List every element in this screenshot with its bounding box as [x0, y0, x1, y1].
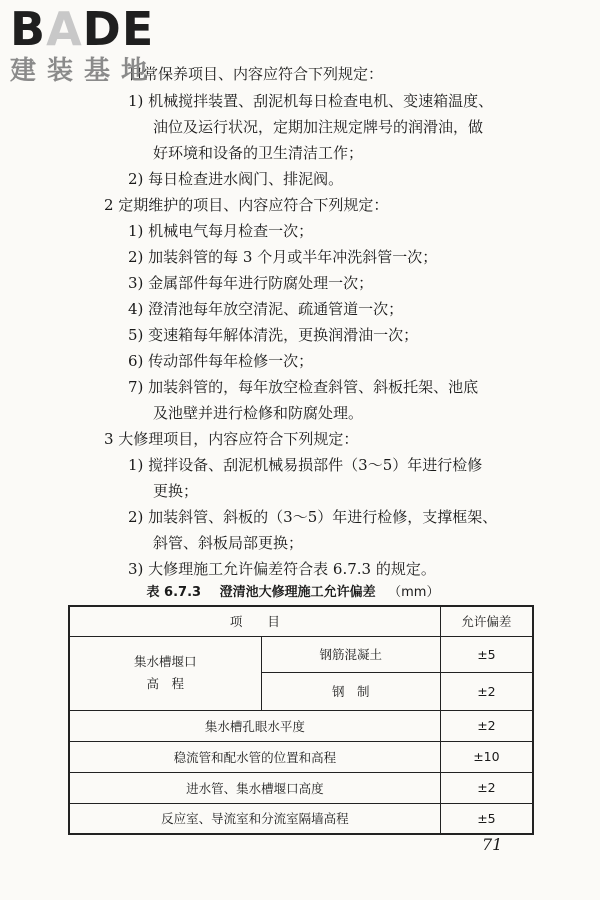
body-line: 2 定期维护的项目、内容应符合下列规定： [104, 196, 389, 214]
tolerance-value: ±5 [440, 636, 533, 672]
table-row [69, 636, 533, 672]
body-line: 2) 每日检查进水阀门、排泥阀。 [128, 170, 344, 188]
body-line: 斜管、斜板局部更换； [153, 534, 304, 552]
body-line: 好环境和设备的卫生清洁工作； [153, 144, 364, 162]
group-label-cell [69, 636, 261, 710]
body-line: 油位及运行状况，定期加注规定牌号的润滑油，做 [153, 118, 484, 136]
item-label: 进水管、集水槽堰口高度 [69, 772, 440, 803]
body-line: 日常保养项目、内容应符合下列规定： [128, 65, 384, 83]
body-line: 6) 传动部件每年检修一次； [128, 352, 314, 370]
body-line: 5) 变速箱每年解体清洗，更换润滑油一次； [128, 326, 419, 344]
logo-brand: BADE [10, 2, 155, 56]
item-label: 稳流管和配水管的位置和高程 [69, 741, 440, 772]
tolerance-table [68, 605, 534, 835]
body-line: 及池壁并进行检修和防腐处理。 [153, 404, 364, 422]
group-label-line1: 集水槽堰口 [134, 654, 197, 669]
table-title: 澄清池大修理施工允许偏差 [219, 585, 376, 600]
body-line: 更换； [153, 482, 199, 500]
body-line: 2) 加装斜管的每 3 个月或半年冲洗斜管一次； [128, 248, 438, 266]
body-line: 7) 加装斜管的，每年放空检查斜管、斜板托架、池底 [128, 378, 479, 396]
body-line: 3) 金属部件每年进行防腐处理一次； [128, 274, 374, 292]
bade-logo [10, 2, 159, 86]
body-line: 3) 大修理施工允许偏差符合表 6.7.3 的规定。 [128, 560, 436, 578]
group-label-line2: 高 程 [146, 676, 185, 691]
page-number: 71 [482, 835, 503, 854]
header-item: 项 目 [69, 606, 440, 636]
body-line: 2) 加装斜管、斜板的（3～5）年进行检修，支撑框架、 [128, 508, 498, 526]
logo-subtitle: 建装基地 [10, 56, 159, 86]
tolerance-value: ±2 [440, 672, 533, 710]
table-row [69, 710, 533, 741]
header-tolerance: 允许偏差 [440, 606, 533, 636]
body-line: 1) 机械搅拌装置、刮泥机每日检查电机、变速箱温度、 [128, 92, 494, 110]
sub-item-label: 钢 制 [261, 672, 440, 710]
tolerance-value: ±10 [440, 741, 533, 772]
table-unit: （mm） [388, 585, 440, 600]
table-header-row [69, 606, 533, 636]
tolerance-value: ±5 [440, 803, 533, 834]
table-caption [0, 581, 600, 600]
table-row [69, 741, 533, 772]
body-line: 1) 机械电气每月检查一次； [128, 222, 314, 240]
sub-item-label: 钢筋混凝土 [261, 636, 440, 672]
table-row [69, 772, 533, 803]
table-number: 表 6.7.3 [146, 585, 202, 600]
body-line: 3 大修理项目，内容应符合下列规定： [104, 430, 359, 448]
body-line: 4) 澄清池每年放空清泥、疏通管道一次； [128, 300, 404, 318]
item-label: 集水槽孔眼水平度 [69, 710, 440, 741]
tolerance-value: ±2 [440, 772, 533, 803]
tolerance-value: ±2 [440, 710, 533, 741]
body-line: 1) 搅拌设备、刮泥机械易损部件（3～5）年进行检修 [128, 456, 483, 474]
table-row [69, 803, 533, 834]
item-label: 反应室、导流室和分流室隔墙高程 [69, 803, 440, 834]
